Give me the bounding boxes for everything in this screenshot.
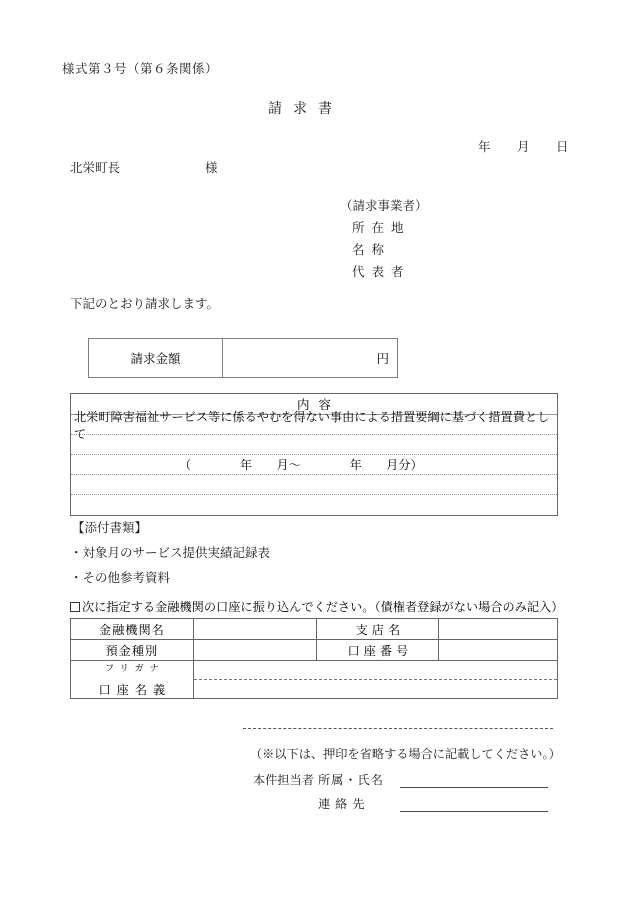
attachments-title: 【添付書類】	[72, 520, 148, 535]
content-row: 北栄町障害福祉サービス等に係るやむを得ない事由による措置要綱に基づく措置費として	[71, 415, 557, 435]
content-table-header: 内容	[71, 394, 557, 415]
deposit-type-label: 預金種別	[71, 640, 194, 661]
billing-party-header: （請求事業者）	[340, 198, 428, 213]
amount-label: 請求金額	[89, 339, 223, 377]
account-name-input[interactable]	[194, 680, 557, 698]
tel-label: 連絡先	[318, 797, 370, 811]
attachment-item: ・対象月のサービス提供実績記録表	[70, 545, 271, 560]
tel-fill-line[interactable]	[400, 811, 548, 812]
addressee-name: 北栄町長	[70, 160, 121, 175]
dashed-divider	[243, 728, 553, 729]
transfer-note-text: 次に指定する金融機関の口座に振り込んでください。（債権者登録がない場合のみ記入）	[82, 600, 564, 614]
dept-name-fill-line[interactable]	[400, 787, 548, 788]
bank-branch-label: 支店名	[317, 619, 439, 640]
account-holder-input-cell	[193, 661, 557, 699]
account-number-input[interactable]	[439, 640, 558, 661]
content-row[interactable]	[71, 475, 557, 495]
party-representative-label: 代表者	[352, 264, 411, 279]
party-name-label: 名称	[352, 242, 392, 257]
table-row	[71, 619, 558, 640]
party-address-label: 所在地	[352, 220, 411, 235]
bank-institution-input[interactable]	[193, 619, 317, 640]
content-table	[70, 393, 558, 516]
bank-institution-label: 金融機関名	[71, 619, 194, 640]
bank-branch-input[interactable]	[439, 619, 558, 640]
account-name-label: 口座名義	[98, 683, 172, 697]
transfer-checkbox[interactable]	[70, 602, 80, 612]
table-row	[71, 640, 558, 661]
deposit-type-input[interactable]	[193, 640, 317, 661]
table-row	[71, 661, 558, 699]
amount-value-cell[interactable]	[223, 339, 397, 377]
amount-unit: 円	[376, 351, 389, 366]
seal-omission-note: （※以下は、押印を省略する場合に記載してください。）	[250, 747, 561, 761]
account-number-label: 口座番号	[317, 640, 439, 661]
page-title: 請求書	[268, 101, 343, 117]
addressee-honorific: 様	[205, 160, 218, 175]
contact-person-label: 本件担当者	[253, 773, 314, 787]
amount-table	[88, 338, 398, 378]
transfer-note-row	[70, 598, 563, 615]
date-line: 年 月 日	[478, 139, 570, 154]
bank-account-table	[70, 618, 558, 699]
request-sentence: 下記のとおり請求します。	[70, 296, 220, 311]
attachment-item: ・その他参考資料	[70, 570, 171, 585]
dept-name-label: 所属・氏名	[318, 773, 384, 787]
furigana-label: フリガナ	[105, 664, 165, 674]
furigana-input[interactable]	[194, 661, 557, 680]
account-holder-label	[71, 661, 194, 699]
form-number: 様式第３号（第６条関係）	[62, 61, 219, 76]
content-row-period: （ 年 月〜 年 月分）	[71, 455, 557, 475]
content-row[interactable]	[71, 495, 557, 515]
